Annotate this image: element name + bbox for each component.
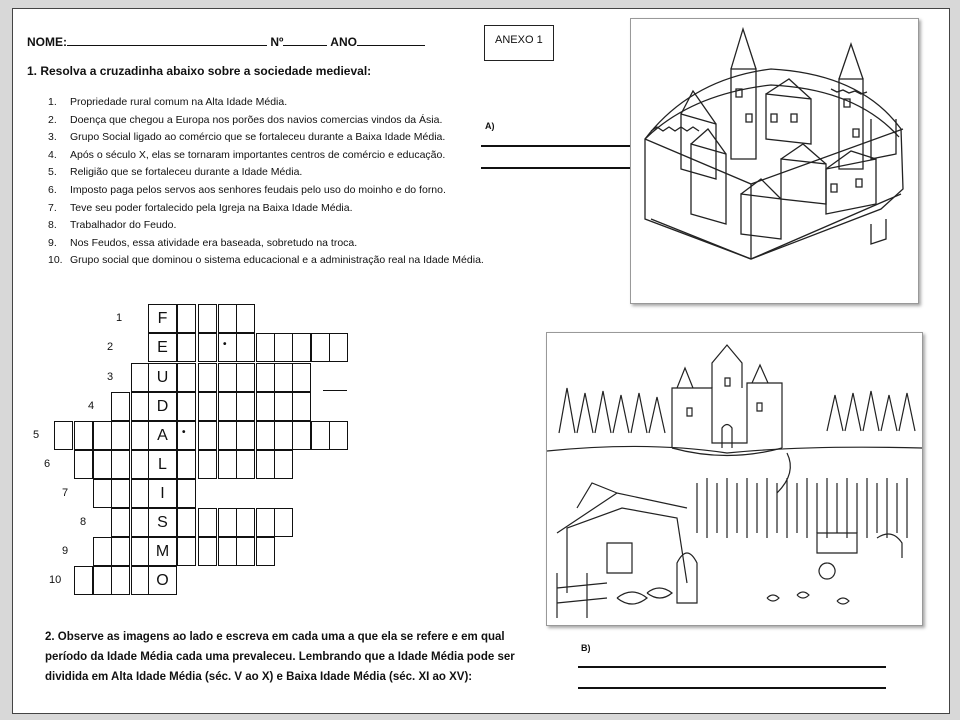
walled-city-drawing (631, 19, 918, 303)
clue-item (48, 96, 287, 108)
crossword-row-number: 3 (107, 371, 114, 383)
crossword-cell[interactable] (256, 333, 275, 362)
ano-label: ANO (330, 35, 357, 49)
clue-item (48, 219, 176, 231)
crossword-cell[interactable] (256, 537, 275, 566)
crossword-cell[interactable] (236, 537, 255, 566)
crossword-cell[interactable] (329, 333, 348, 362)
clue-number: 2. (48, 113, 57, 126)
crossword-cell[interactable] (236, 421, 255, 450)
clue-text: Teve seu poder fortalecido pela Igreja na Baixa Idade Média. (70, 201, 353, 214)
crossword-cell[interactable] (111, 508, 130, 537)
annex-label: ANEXO 1 (495, 34, 543, 46)
crossword-cell[interactable] (198, 537, 217, 566)
crossword-cell[interactable] (177, 421, 196, 450)
clue-number: 4. (48, 148, 57, 161)
crossword-cell[interactable] (218, 450, 237, 479)
clue-item (48, 166, 302, 178)
clue-number: 9. (48, 236, 57, 249)
crossword-cell[interactable] (74, 450, 93, 479)
walled-city-image (630, 18, 919, 304)
crossword-key-cell[interactable]: U (148, 363, 177, 392)
crossword-cell[interactable] (177, 392, 196, 421)
crossword-cell[interactable] (74, 421, 93, 450)
castle-fields-drawing (547, 333, 922, 625)
crossword-cell[interactable] (236, 363, 255, 392)
crossword-cell[interactable] (93, 421, 112, 450)
clue-text: Grupo Social ligado ao comércio que se fortaleceu durante a Baixa Idade Média. (70, 131, 446, 144)
clue-text: Religião que se fortaleceu durante a Idade Média. (70, 166, 303, 179)
crossword-cell[interactable] (292, 392, 311, 421)
clue-number: 5. (48, 166, 57, 179)
clue-text: Nos Feudos, essa atividade era baseada, sobretudo na troca. (70, 236, 358, 249)
crossword-cell[interactable] (111, 566, 130, 595)
crossword-cell[interactable] (218, 508, 237, 537)
crossword-cell[interactable] (111, 392, 130, 421)
crossword-cell[interactable] (256, 421, 275, 450)
annex-box (484, 25, 554, 61)
header-line (27, 34, 425, 49)
numero-blank[interactable] (283, 34, 327, 46)
crossword-cell[interactable] (292, 333, 311, 362)
crossword-cell[interactable] (274, 363, 293, 392)
crossword-cell[interactable] (198, 392, 217, 421)
answer-b-label: B) (581, 643, 591, 653)
clue-text: Trabalhador do Feudo. (70, 219, 177, 232)
crossword-cell[interactable] (274, 333, 293, 362)
clue-text: Imposto paga pelos servos aos senhores feudais pelo uso do moinho e do forno. (70, 184, 446, 196)
crossword-cell[interactable] (198, 508, 217, 537)
crossword-row-number: 10 (49, 574, 62, 586)
crossword-cell[interactable] (274, 450, 293, 479)
clue-text: Doença que chegou a Europa nos porões dos navios comercias vindos da Ásia. (70, 113, 443, 126)
crossword-cell[interactable] (177, 537, 196, 566)
crossword-cell[interactable] (218, 363, 237, 392)
crossword-row-number: 9 (62, 545, 69, 557)
clue-number: 10. (48, 254, 63, 267)
crossword-cell[interactable] (93, 450, 112, 479)
crossword-row-number: 6 (44, 458, 51, 470)
crossword-row-number: 4 (88, 400, 95, 412)
crossword-cell[interactable] (198, 333, 217, 362)
crossword-cell[interactable] (198, 363, 217, 392)
crossword-cell[interactable] (218, 421, 237, 450)
crossword-cell[interactable] (177, 304, 196, 333)
crossword-cell[interactable] (177, 450, 196, 479)
clue-text: Grupo social que dominou o sistema educacional e a administração real na Idade Média. (70, 254, 484, 267)
clue-item (48, 184, 446, 196)
crossword-cell[interactable] (74, 566, 93, 595)
clue-number: 3. (48, 131, 57, 144)
clue-item (48, 254, 484, 266)
crossword-cell[interactable] (292, 363, 311, 392)
crossword-key-cell[interactable]: O (148, 566, 177, 595)
crossword-cell[interactable] (54, 421, 73, 450)
crossword-cell[interactable] (198, 304, 217, 333)
crossword-cell[interactable] (256, 450, 275, 479)
answer-b-line-2[interactable] (578, 687, 886, 689)
crossword-row-number: 7 (62, 487, 69, 499)
answer-a-line-1[interactable] (481, 145, 651, 147)
crossword-row-number: 5 (33, 429, 40, 441)
crossword-cell[interactable] (236, 508, 255, 537)
clue-item (48, 149, 445, 161)
crossword-key-cell[interactable]: I (148, 479, 177, 508)
crossword-cell[interactable] (311, 421, 330, 450)
crossword-cell[interactable] (256, 363, 275, 392)
crossword-cell[interactable] (177, 363, 196, 392)
nome-blank[interactable] (67, 34, 267, 46)
clue-number: 1. (48, 96, 57, 108)
crossword-cell[interactable] (177, 508, 196, 537)
crossword-key-cell[interactable]: S (148, 508, 177, 537)
clue-item (48, 202, 353, 214)
crossword-cell[interactable] (256, 508, 275, 537)
numero-label: Nº (270, 35, 284, 49)
crossword-cell[interactable] (198, 421, 217, 450)
nome-label: NOME: (27, 35, 67, 49)
question2-text: 2. Observe as imagens ao lado e escreva em cada uma a que ela se refere e em qual período da Idade Média cada uma prevaleceu. Lembrando que a Idade Média pode ser dividida em Alta Idade Média (séc. V ao X) e Baixa Idade Média (séc. XI ao XV): (45, 631, 515, 683)
clue-number: 7. (48, 201, 57, 214)
crossword-cell[interactable] (111, 479, 130, 508)
crossword-dot-mark: • (223, 339, 227, 350)
answer-a-line-2[interactable] (481, 167, 651, 169)
crossword-row-number: 1 (116, 312, 123, 324)
crossword-key-cell[interactable]: L (148, 450, 177, 479)
crossword-key-cell[interactable]: D (148, 392, 177, 421)
crossword-cell[interactable] (274, 508, 293, 537)
castle-fields-image (546, 332, 923, 626)
crossword-stray-line (323, 390, 347, 391)
crossword-cell[interactable] (236, 333, 255, 362)
clue-item (48, 114, 442, 126)
crossword-cell[interactable] (93, 479, 112, 508)
crossword-row-number: 8 (80, 516, 87, 528)
crossword-cell[interactable] (111, 421, 130, 450)
crossword-row-number: 2 (107, 341, 114, 353)
question1-title: 1. Resolva a cruzadinha abaixo sobre a sociedade medieval: (27, 64, 372, 78)
answer-a-label: A) (485, 121, 495, 131)
crossword-key-cell[interactable]: F (148, 304, 177, 333)
clue-text: Propriedade rural comum na Alta Idade Média. (70, 96, 288, 108)
crossword-cell[interactable] (111, 450, 130, 479)
crossword-cell[interactable] (236, 304, 255, 333)
ano-blank[interactable] (357, 34, 425, 46)
crossword-cell[interactable] (218, 333, 237, 362)
crossword-cell[interactable] (256, 392, 275, 421)
clue-item (48, 237, 357, 249)
crossword-key-cell[interactable]: A (148, 421, 177, 450)
clue-item (48, 131, 445, 143)
crossword-cell[interactable] (311, 333, 330, 362)
crossword-cell[interactable] (93, 566, 112, 595)
crossword-cell[interactable] (236, 450, 255, 479)
crossword-cell[interactable] (218, 304, 237, 333)
crossword-cell[interactable] (177, 333, 196, 362)
crossword-cell[interactable] (198, 450, 217, 479)
answer-b-line-1[interactable] (578, 666, 886, 668)
crossword-key-cell[interactable]: M (148, 537, 177, 566)
crossword-cell[interactable] (177, 479, 196, 508)
crossword-cell[interactable] (218, 392, 237, 421)
crossword-key-cell[interactable]: E (148, 333, 177, 362)
crossword-cell[interactable] (111, 537, 130, 566)
crossword-cell[interactable] (274, 392, 293, 421)
crossword-cell[interactable] (236, 392, 255, 421)
crossword-cell[interactable] (218, 537, 237, 566)
crossword-cell[interactable] (93, 537, 112, 566)
clue-number: 6. (48, 184, 57, 196)
crossword-dot-mark: • (182, 427, 186, 438)
clue-number: 8. (48, 219, 57, 232)
crossword-cell[interactable] (292, 421, 311, 450)
clue-text: Após o século X, elas se tornaram importantes centros de comércio e educação. (70, 148, 446, 161)
crossword-cell[interactable] (329, 421, 348, 450)
crossword-cell[interactable] (274, 421, 293, 450)
